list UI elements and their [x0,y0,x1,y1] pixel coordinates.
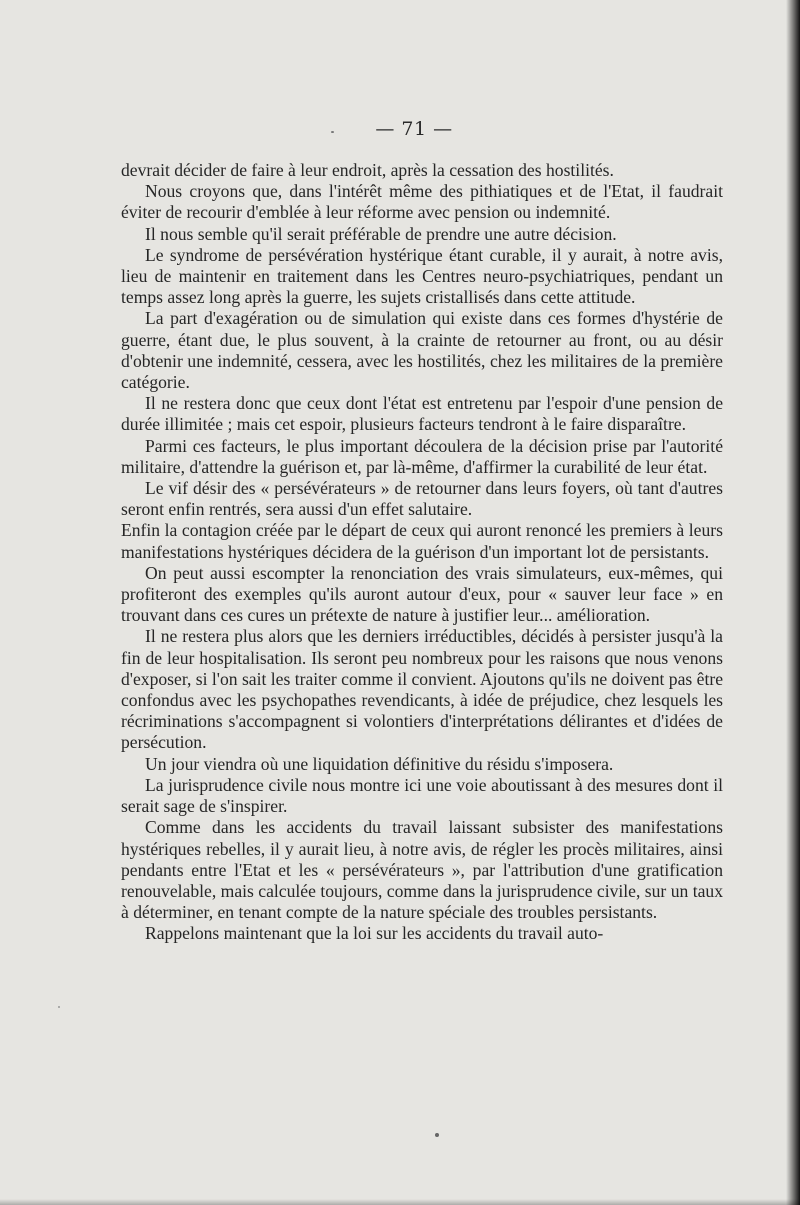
paragraph: La part d'exagération ou de simulation qui existe dans ces formes d'hystérie de guerre, étant due, le plus souvent, à la crainte de retourner au front, ou au désir d'obtenir une indemnité, cessera, avec les hostilités, chez les militaires de la première catégorie. [121,308,723,393]
paper-speck [331,131,334,133]
page-bottom-shadow [0,1199,800,1205]
paragraph: Le syndrome de persévération hystérique étant curable, il y aurait, à notre avis, lieu de maintenir en traitement dans les Centres neuro-psychiatriques, pendant un temps assez long après la guerre, les sujets cristallisés dans cette attitude. [121,244,723,308]
paragraph: Nous croyons que, dans l'intérêt même des pithiatiques et de l'Etat, il faudrait éviter de recourir d'emblée à leur réforme avec pension ou indemnité. [121,181,723,223]
page-body-text [121,160,723,945]
paragraph: Enfin la contagion créée par le départ de ceux qui auront renoncé les premiers à leurs manifestations hystériques décidera de la guérison d'un important lot de persistants. [121,520,723,562]
paragraph: Parmi ces facteurs, le plus important découlera de la décision prise par l'autorité militaire, d'attendre la guérison et, par là-même, d'affirmer la curabilité de leur état. [121,435,723,477]
paragraph: Rappelons maintenant que la loi sur les accidents du travail auto- [145,923,604,944]
paragraph: Un jour viendra où une liquidation définitive du résidu s'imposera. [145,753,614,774]
paragraph: La jurisprudence civile nous montre ici une voie aboutissant à des mesures dont il serait sage de s'inspirer. [121,774,723,817]
paragraph: Il ne restera donc que ceux dont l'état est entretenu par l'espoir d'une pension de durée illimitée ; mais cet espoir, plusieurs facteurs tendront à le faire disparaître. [121,393,723,435]
page-number: — 71 — [375,118,453,140]
paragraph: Il nous semble qu'il serait préférable de prendre une autre décision. [145,223,617,244]
page-edge-shadow [786,0,800,1205]
paragraph: Il ne restera plus alors que les derniers irréductibles, décidés à persister jusqu'à la fin de leur hospitalisation. Ils seront peu nombreux pour les raisons que nous venons d'exposer, si l'on sait les traiter comme il convient. Ajoutons qu'ils ne doivent pas être confondus avec les psychopathes revendicants, à idée de préjudice, chez lesquels les récriminations s'accompagnent si volontiers d'interprétations délirantes et d'idées de persécution. [121,626,723,753]
paragraph: Comme dans les accidents du travail laissant subsister des manifestations hystériques rebelles, il y aurait lieu, à notre avis, de régler les procès militaires, ainsi pendants entre l'Etat et les « persévérateurs », par l'attribution d'une gratification renouvelable, mais calculée toujours, comme dans la jurisprudence civile, sur un taux à déterminer, en tenant compte de la nature spéciale des troubles persistants. [121,817,723,923]
paragraph: devrait décider de faire à leur endroit, après la cessation des hostilités. [121,160,614,180]
paper-speck [58,1006,60,1008]
paragraph: On peut aussi escompter la renonciation des vrais simulateurs, eux-mêmes, qui profiteront des exemples qu'ils auront autour d'eux, pour « sauver leur face » en trouvant dans ces cures un prétexte de nature à justifier leur... amélioration. [121,562,723,626]
paper-speck [435,1133,439,1137]
paragraph: Le vif désir des « persévérateurs » de retourner dans leurs foyers, où tant d'autres seront enfin rentrés, sera aussi d'un effet salutaire. [121,478,723,520]
